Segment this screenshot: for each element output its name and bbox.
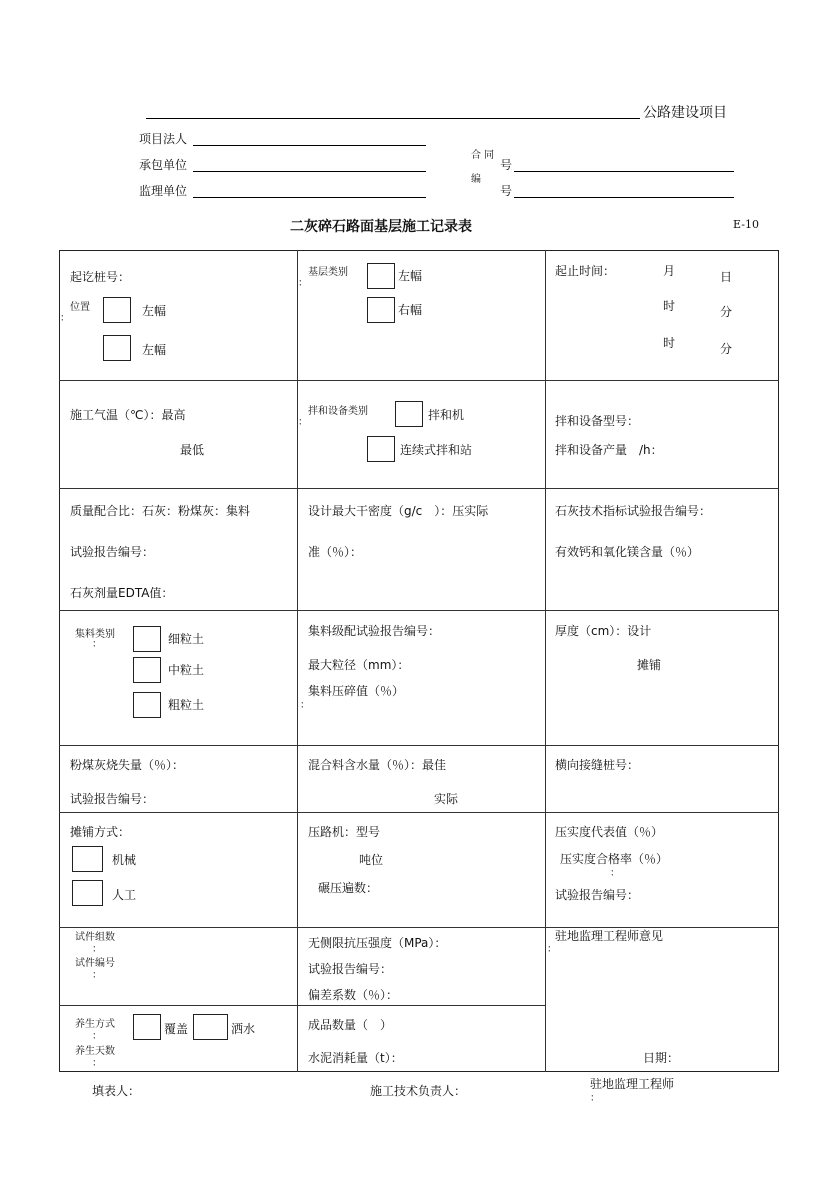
specimen-number-colon: ： [92, 970, 102, 981]
position-left-checkbox-1[interactable] [103, 297, 131, 323]
month-label: 月 [663, 264, 676, 278]
project-name-line[interactable] [146, 118, 640, 119]
column-divider [297, 250, 298, 1072]
row-divider [59, 812, 779, 813]
curing-days-colon: ： [92, 1058, 102, 1069]
fine-soil-checkbox[interactable] [133, 626, 161, 652]
mixer-type-label: 拌和设备类别 [308, 406, 368, 417]
layer-option-left: 左幅 [398, 269, 423, 283]
cover-checkbox[interactable] [133, 1014, 161, 1040]
layer-type-label: 基层类别 [308, 267, 348, 278]
form-title: 二灰碎石路面基层施工记录表 [290, 219, 472, 235]
thickness-design-label: 厚度（cm）：设计 [555, 624, 652, 638]
mixer-station-checkbox[interactable] [367, 436, 395, 462]
number-label-bian: 编 [471, 174, 481, 185]
transverse-joint-label: 横向接缝桩号： [555, 758, 640, 772]
layer-right-checkbox[interactable] [367, 297, 395, 323]
position-option-1: 左幅 [142, 304, 167, 318]
project-suffix: 公路建设项目 [643, 105, 727, 121]
mixer-model-label: 拌和设备型号： [555, 414, 640, 428]
row-divider [59, 610, 779, 611]
medium-soil-checkbox[interactable] [133, 657, 161, 683]
row-divider [59, 488, 779, 489]
specimen-number-label: 试件编号 [75, 958, 115, 969]
station-label: 起讫桩号： [70, 270, 131, 284]
crush-value-colon: ： [300, 700, 310, 711]
paving-option-manual: 人工 [112, 888, 137, 902]
sprinkle-checkbox[interactable] [193, 1014, 228, 1040]
mixer-type-colon: ： [298, 417, 308, 428]
cement-consumption-label: 水泥消耗量（t）： [308, 1051, 403, 1065]
position-left-checkbox-2[interactable] [103, 335, 131, 361]
supervisor-unit-field[interactable] [193, 197, 426, 198]
curing-days-label: 养生天数 [75, 1046, 115, 1057]
tech-lead-label: 施工技术负责人： [370, 1084, 467, 1098]
max-dry-density-label: 设计最大干密度（g/c ）：压实际 [308, 504, 489, 518]
roller-model-label: 压路机：型号 [308, 825, 381, 839]
position-colon: ： [60, 313, 70, 324]
mixer-option-station: 连续式拌和站 [400, 443, 473, 457]
thickness-paving-label: 摊铺 [637, 658, 662, 672]
mixer-output-label: 拌和设备产量 /h： [555, 443, 663, 457]
row-divider [59, 1005, 546, 1006]
curing-method-colon: ： [92, 1031, 102, 1042]
compaction-test-report-label: 试验报告编号： [555, 888, 640, 902]
aggregate-type-colon: ： [92, 639, 102, 650]
minute-label-2: 分 [720, 342, 733, 356]
supervisor-opinion-field[interactable] [550, 955, 775, 1040]
contractor-field[interactable] [193, 171, 426, 172]
specimen-groups-colon: ： [92, 944, 102, 955]
mechanical-checkbox[interactable] [72, 846, 103, 872]
crush-value-label: 集料压碎值（％） [308, 684, 405, 698]
form-code: E-10 [733, 218, 759, 231]
legal-person-field[interactable] [193, 145, 426, 146]
product-quantity-label: 成品数量（ ） [308, 1018, 393, 1032]
ucs-test-report-label: 试验报告编号： [308, 962, 393, 976]
curing-method-label: 养生方式 [75, 1019, 115, 1030]
curing-option-sprinkle: 洒水 [231, 1022, 256, 1036]
supervisor-opinion-colon: ： [547, 944, 557, 955]
minute-label-1: 分 [720, 305, 733, 319]
mix-ratio-label: 质量配合比：石灰：粉煤灰：集料 [70, 504, 251, 518]
number-label-no: 号 [500, 184, 513, 198]
rolling-passes-label: 碾压遍数： [318, 881, 379, 895]
moisture-optimal-label: 混合料含水量（％）：最佳 [308, 758, 447, 772]
opinion-date-label: 日期： [643, 1051, 680, 1065]
coarse-soil-checkbox[interactable] [133, 692, 161, 718]
day-label: 日 [720, 270, 733, 284]
resident-supervisor-label: 驻地监理工程师 [590, 1077, 675, 1091]
mixer-machine-checkbox[interactable] [395, 401, 423, 427]
contract-number-field[interactable] [514, 171, 734, 172]
temperature-low-label: 最低 [180, 443, 205, 457]
supervisor-opinion-label: 驻地监理工程师意见 [555, 929, 664, 943]
position-option-2: 左幅 [142, 343, 167, 357]
form-filler-label: 填表人： [92, 1084, 141, 1098]
aggregate-option-medium: 中粒土 [168, 663, 205, 677]
position-label: 位置 [70, 302, 90, 313]
row-divider [59, 380, 779, 381]
resident-supervisor-colon: ： [590, 1093, 600, 1104]
mixer-option-machine: 拌和机 [428, 408, 465, 422]
grading-report-label: 集料级配试验报告编号： [308, 624, 441, 638]
contract-label-top: 合 同 [471, 150, 495, 161]
flyash-test-report-label: 试验报告编号： [70, 792, 155, 806]
legal-person-label: 项目法人 [139, 132, 188, 146]
compaction-representative-label: 压实度代表值（％） [555, 825, 664, 839]
compaction-standard-label: 准（％）： [308, 545, 363, 559]
hour-label-2: 时 [663, 336, 676, 350]
aggregate-type-label: 集料类别 [75, 629, 115, 640]
manual-checkbox[interactable] [72, 880, 103, 906]
moisture-actual-label: 实际 [434, 792, 459, 806]
flyash-loss-label: 粉煤灰烧失量（％）： [70, 758, 185, 772]
paving-option-mechanical: 机械 [112, 853, 137, 867]
deviation-coefficient-label: 偏差系数（％）： [308, 988, 399, 1002]
specimen-groups-label: 试件组数 [75, 932, 115, 943]
time-range-label: 起止时间： [555, 264, 616, 278]
row-divider [59, 927, 779, 928]
contract-label-no: 号 [500, 158, 513, 172]
aggregate-option-coarse: 粗粒土 [168, 698, 205, 712]
curing-option-cover: 覆盖 [164, 1022, 189, 1036]
roller-tonnage-label: 吨位 [359, 853, 384, 867]
cao-mgo-label: 有效钙和氧化镁含量（％） [555, 545, 700, 559]
aggregate-option-fine: 细粒土 [168, 632, 205, 646]
paving-method-label: 摊铺方式： [70, 825, 131, 839]
temperature-high-label: 施工气温（℃）：最高 [70, 408, 186, 422]
layer-type-colon: ： [298, 278, 308, 289]
layer-option-right: 右幅 [398, 303, 423, 317]
hour-label-1: 时 [663, 299, 676, 313]
compaction-pass-rate-label: 压实度合格率（％） [560, 852, 669, 866]
contractor-label: 承包单位 [139, 158, 188, 172]
compaction-pass-rate-colon: ： [610, 868, 620, 879]
max-particle-size-label: 最大粒径（mm）： [308, 658, 410, 672]
serial-number-field[interactable] [514, 197, 734, 198]
column-divider [545, 250, 546, 1072]
ucs-label: 无侧限抗压强度（MPa）： [308, 936, 447, 950]
supervisor-unit-label: 监理单位 [139, 184, 188, 198]
lime-report-label: 石灰技术指标试验报告编号： [555, 504, 712, 518]
layer-left-checkbox[interactable] [367, 263, 395, 289]
row-divider [59, 745, 779, 746]
mix-test-report-label: 试验报告编号： [70, 545, 155, 559]
edta-label: 石灰剂量EDTA值： [70, 586, 174, 600]
